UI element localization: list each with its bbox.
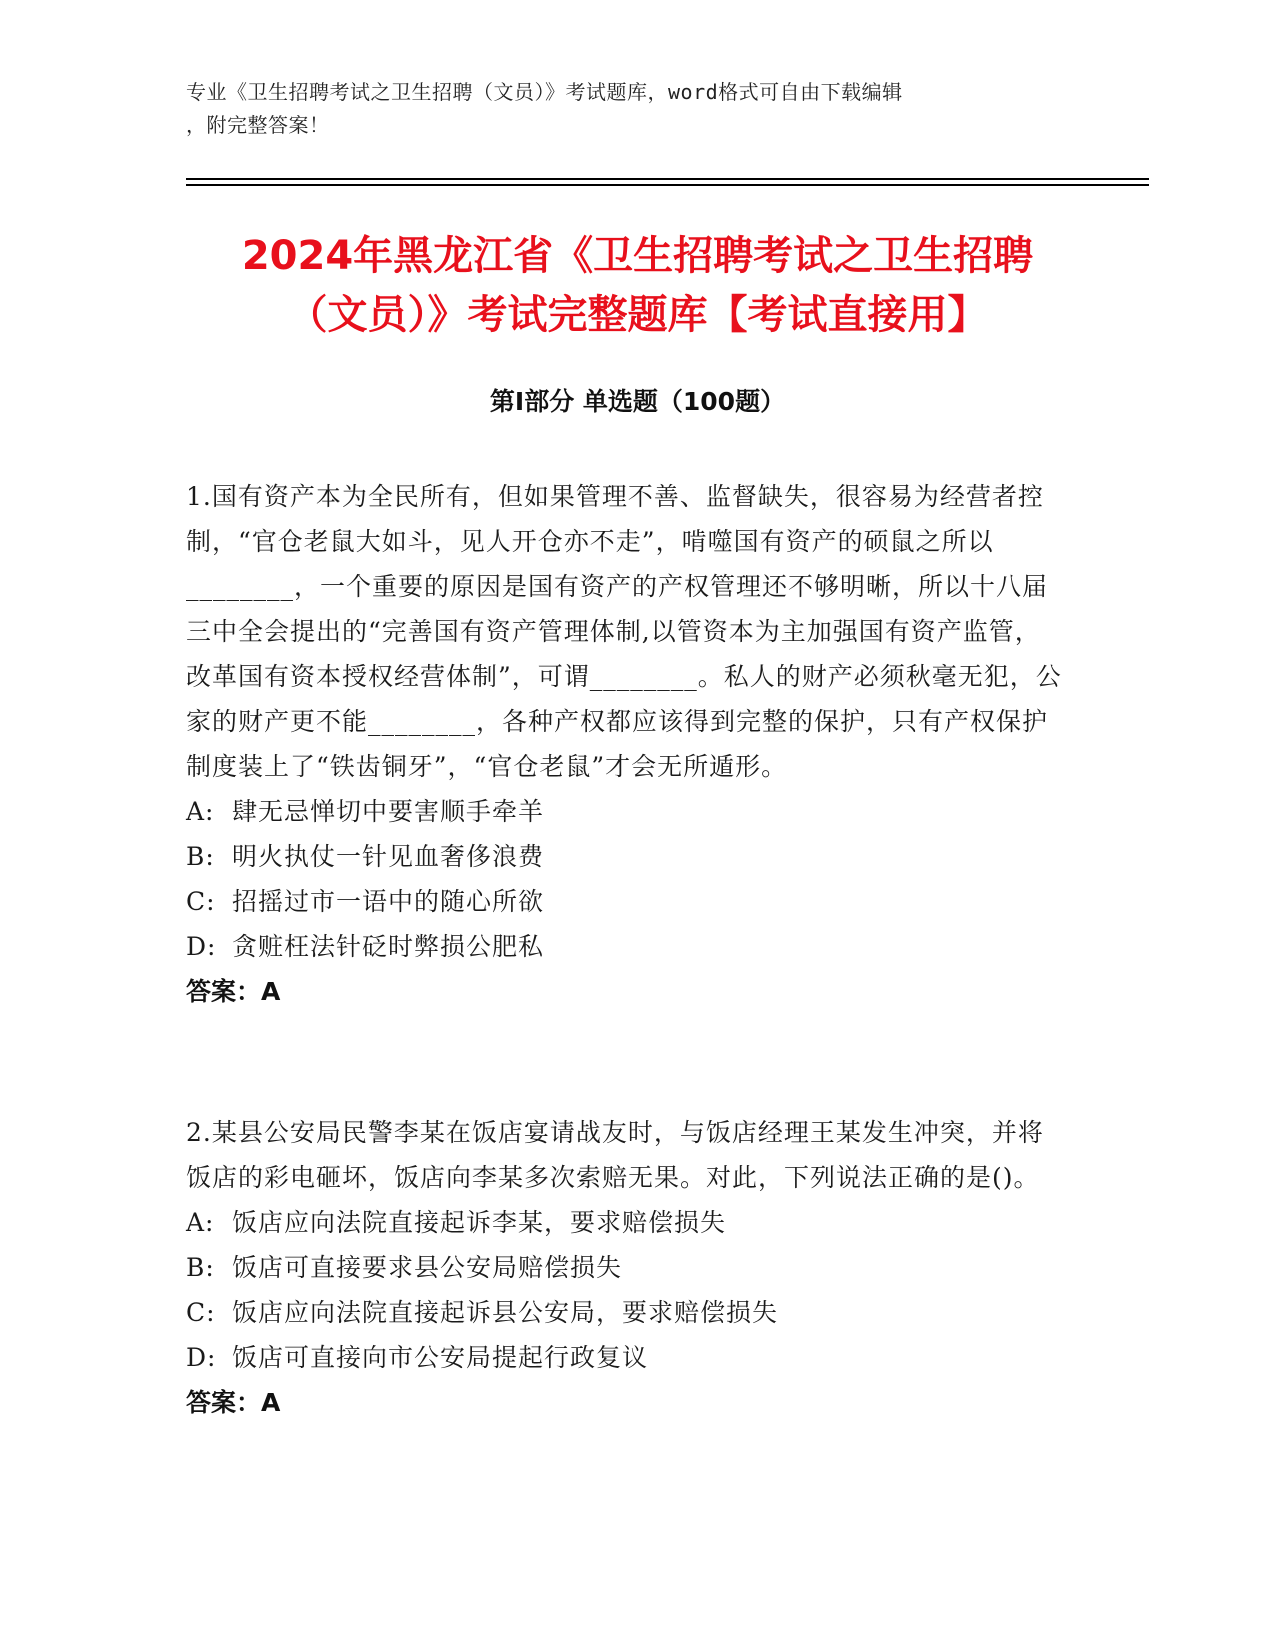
option-key: D:: [186, 1343, 217, 1372]
header-note: 专业《卫生招聘考试之卫生招聘（文员）》考试题库，word格式可自由下载编辑 ，附完整答案！: [186, 80, 903, 137]
option-key: C:: [186, 887, 216, 916]
question-stem: 2.某县公安局民警李某在饭店宴请战友时，与饭店经理王某发生冲突，并将饭店的彩电砸坏，饭店向李某多次索赔无果。对此，下列说法正确的是()。: [186, 1118, 1044, 1192]
option-text: 饭店可直接要求县公安局赔偿损失: [232, 1253, 623, 1282]
option-text: 招摇过市一语中的随心所欲: [232, 887, 545, 916]
option-c: [186, 879, 1066, 924]
option-key: A:: [186, 797, 215, 826]
option-d: [186, 1335, 1066, 1380]
option-key: B:: [186, 842, 215, 871]
section-title: 第Ⅰ部分 单选题（100题）: [489, 387, 786, 416]
option-key: C:: [186, 1298, 216, 1327]
document-title-line-1: 2024年黑龙江省《卫生招聘考试之卫生招聘: [241, 233, 1034, 279]
option-key: D:: [186, 932, 217, 961]
answer-line: 答案：A: [186, 977, 281, 1006]
question-2: [186, 1110, 1066, 1425]
option-text: 饭店可直接向市公安局提起行政复议: [232, 1343, 649, 1372]
option-text: 饭店应向法院直接起诉李某，要求赔偿损失: [232, 1208, 727, 1237]
option-text: 贪赃枉法针砭时弊损公肥私: [232, 932, 545, 961]
option-key: B:: [186, 1253, 215, 1282]
option-text: 肆无忌惮切中要害顺手牵羊: [232, 797, 545, 826]
option-d: [186, 924, 1066, 969]
option-key: A:: [186, 1208, 215, 1237]
option-a: [186, 789, 1066, 834]
option-b: [186, 1245, 1066, 1290]
option-a: [186, 1200, 1066, 1245]
answer-line: 答案：A: [186, 1388, 281, 1417]
document-title: [150, 227, 1125, 345]
option-c: [186, 1290, 1066, 1335]
option-b: [186, 834, 1066, 879]
question-1: [186, 474, 1066, 1014]
header-divider-top: [186, 178, 1149, 180]
question-stem: 1.国有资产本为全民所有，但如果管理不善、监督缺失，很容易为经营者控制，“官仓老鼠大如斗，见人开仓亦不走”，啃噬国有资产的硕鼠之所以________，一个重要的原因是国有资产的产权管理还不够明晰，所以十八届三中全会提出的“完善国有资产管理体制,以管资本为主加强国有资产监管，改革国有资本授权经营体制”，可谓________。私人的财产必须秋毫无犯，公家的财产更不能________，各种产权都应该得到完整的保护，只有产权保护制度装上了“铁齿铜牙”，“官仓老鼠”才会无所遁形。: [186, 482, 1062, 781]
option-text: 饭店应向法院直接起诉县公安局，要求赔偿损失: [232, 1298, 779, 1327]
option-text: 明火执仗一针见血奢侈浪费: [232, 842, 545, 871]
header-divider-bottom: [186, 184, 1149, 186]
document-title-line-2: （文员）》考试完整题库【考试直接用】: [287, 292, 988, 338]
